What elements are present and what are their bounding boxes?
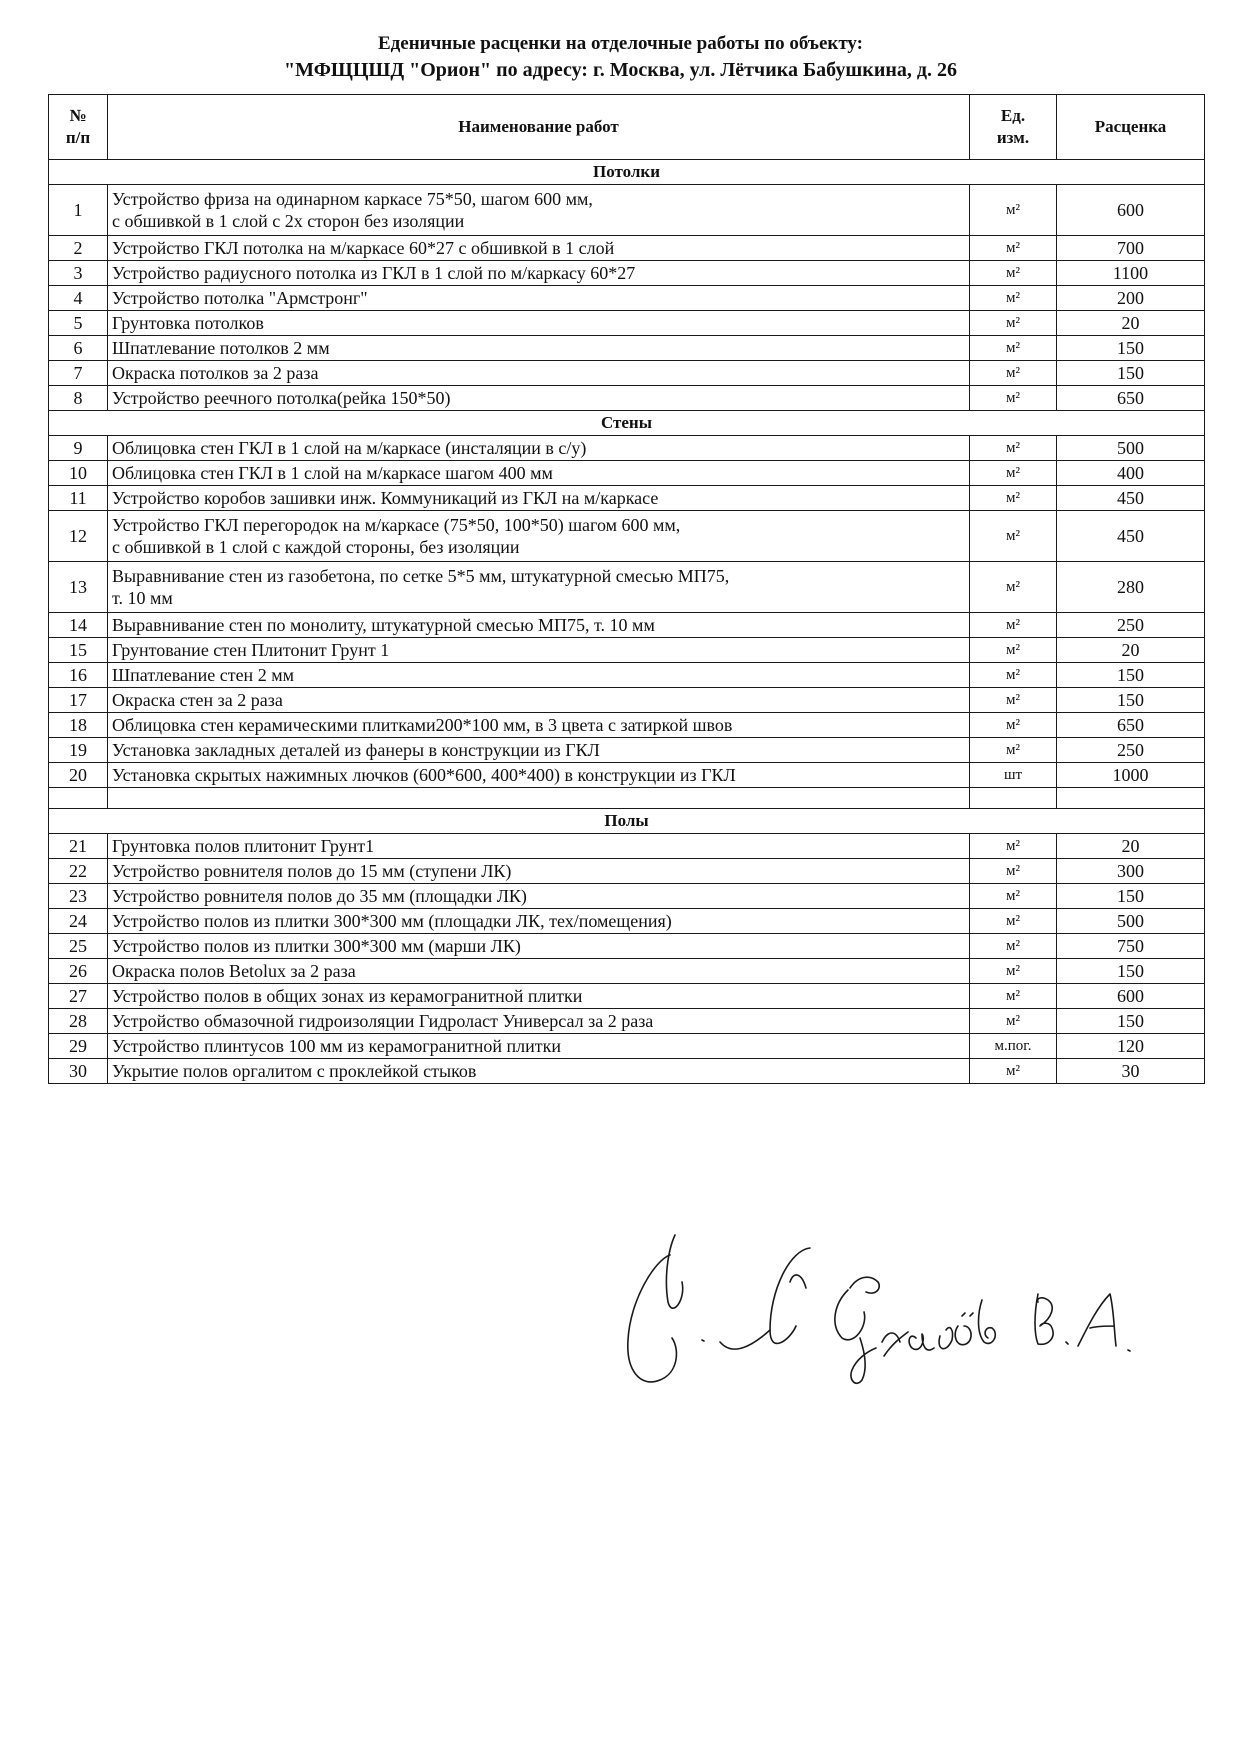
row-number: 2 <box>49 236 108 261</box>
unit: м² <box>970 336 1057 361</box>
header-number-line1: № <box>69 106 87 125</box>
table-row <box>49 834 1205 859</box>
row-number: 19 <box>49 738 108 763</box>
work-name <box>108 1009 970 1034</box>
price: 500 <box>1057 436 1205 461</box>
price: 250 <box>1057 613 1205 638</box>
price: 600 <box>1057 984 1205 1009</box>
work-name-line2: с обшивкой в 1 слой с 2х сторон без изоляции <box>112 211 465 231</box>
price: 280 <box>1057 562 1205 613</box>
work-name-line1: Облицовка стен керамическими плитками200*100 мм, в 3 цвета с затиркой швов <box>112 715 733 735</box>
price: 250 <box>1057 738 1205 763</box>
price: 750 <box>1057 934 1205 959</box>
work-name-line1: Выравнивание стен из газобетона, по сетке 5*5 мм, штукатурной смесью МП75, <box>112 566 730 586</box>
work-name <box>108 909 970 934</box>
work-name-line1: Устройство полов из плитки 300*300 мм (площадки ЛК, тех/помещения) <box>112 911 672 931</box>
table-row <box>49 884 1205 909</box>
work-name-line1: Окраска потолков за 2 раза <box>112 363 319 383</box>
price: 120 <box>1057 1034 1205 1059</box>
unit: м² <box>970 511 1057 562</box>
header-unit <box>970 95 1057 160</box>
work-name-line1: Шпатлевание потолков 2 мм <box>112 338 330 358</box>
unit: м² <box>970 959 1057 984</box>
table-row <box>49 562 1205 613</box>
price: 20 <box>1057 834 1205 859</box>
work-name <box>108 738 970 763</box>
work-name-line1: Окраска стен за 2 раза <box>112 690 283 710</box>
table-row <box>49 185 1205 236</box>
row-number: 29 <box>49 1034 108 1059</box>
row-number: 7 <box>49 361 108 386</box>
price: 650 <box>1057 713 1205 738</box>
work-name-line1: Устройство плинтусов 100 мм из керамогранитной плитки <box>112 1036 561 1056</box>
row-number: 17 <box>49 688 108 713</box>
section-title: Стены <box>49 411 1205 436</box>
section-title: Полы <box>49 809 1205 834</box>
work-name <box>108 236 970 261</box>
work-name <box>108 834 970 859</box>
rates-table <box>48 94 1205 1084</box>
row-number: 11 <box>49 486 108 511</box>
work-name-line1: Устройство коробов зашивки инж. Коммуникаций из ГКЛ на м/каркасе <box>112 488 659 508</box>
table-row <box>49 461 1205 486</box>
empty-row <box>49 788 1205 809</box>
work-name <box>108 663 970 688</box>
work-name <box>108 261 970 286</box>
work-name <box>108 311 970 336</box>
header-unit-line2: изм. <box>996 128 1030 147</box>
work-name-line1: Устройство фриза на одинарном каркасе 75*50, шагом 600 мм, <box>112 189 593 209</box>
row-number: 28 <box>49 1009 108 1034</box>
unit: м² <box>970 461 1057 486</box>
row-number: 13 <box>49 562 108 613</box>
price: 150 <box>1057 361 1205 386</box>
row-number: 30 <box>49 1059 108 1084</box>
row-number: 27 <box>49 984 108 1009</box>
row-number: 6 <box>49 336 108 361</box>
work-name <box>108 1059 970 1084</box>
unit: м² <box>970 311 1057 336</box>
unit: м² <box>970 613 1057 638</box>
row-number: 23 <box>49 884 108 909</box>
work-name <box>108 763 970 788</box>
table-row <box>49 486 1205 511</box>
work-name-line1: Устройство реечного потолка(рейка 150*50) <box>112 388 451 408</box>
price: 400 <box>1057 461 1205 486</box>
table-row <box>49 311 1205 336</box>
price: 20 <box>1057 638 1205 663</box>
row-number: 21 <box>49 834 108 859</box>
work-name-line1: Устройство полов в общих зонах из керамогранитной плитки <box>112 986 583 1006</box>
work-name-line1: Устройство радиусного потолка из ГКЛ в 1 слой по м/каркасу 60*27 <box>112 263 636 283</box>
row-number: 8 <box>49 386 108 411</box>
table-row <box>49 361 1205 386</box>
table-row <box>49 1059 1205 1084</box>
signature <box>620 1230 1210 1420</box>
unit: м² <box>970 688 1057 713</box>
work-name <box>108 562 970 613</box>
table-row <box>49 688 1205 713</box>
work-name-line1: Выравнивание стен по монолиту, штукатурной смесью МП75, т. 10 мм <box>112 615 655 635</box>
row-number: 20 <box>49 763 108 788</box>
work-name <box>108 1034 970 1059</box>
unit: м² <box>970 185 1057 236</box>
rates-body <box>49 160 1205 1084</box>
unit: м² <box>970 909 1057 934</box>
section-title: Потолки <box>49 160 1205 185</box>
document-title <box>0 30 1241 84</box>
header-name: Наименование работ <box>108 95 970 160</box>
work-name-line1: Установка закладных деталей из фанеры в конструкции из ГКЛ <box>112 740 600 760</box>
table-row <box>49 984 1205 1009</box>
unit: м² <box>970 361 1057 386</box>
unit: м² <box>970 1059 1057 1084</box>
price: 700 <box>1057 236 1205 261</box>
work-name <box>108 336 970 361</box>
price: 20 <box>1057 311 1205 336</box>
unit: м² <box>970 1009 1057 1034</box>
unit: м² <box>970 486 1057 511</box>
row-number: 24 <box>49 909 108 934</box>
work-name-line1: Грунтовка потолков <box>112 313 264 333</box>
header-number-line2: п/п <box>65 128 91 147</box>
work-name <box>108 436 970 461</box>
unit: м² <box>970 663 1057 688</box>
price: 30 <box>1057 1059 1205 1084</box>
work-name-line1: Устройство ровнителя полов до 15 мм (ступени ЛК) <box>112 861 512 881</box>
table-row <box>49 859 1205 884</box>
table-row <box>49 613 1205 638</box>
unit: м² <box>970 834 1057 859</box>
table-row <box>49 1034 1205 1059</box>
section-header-row <box>49 160 1205 185</box>
work-name-line2: т. 10 мм <box>112 588 173 608</box>
price: 450 <box>1057 511 1205 562</box>
row-number: 10 <box>49 461 108 486</box>
work-name <box>108 613 970 638</box>
row-number: 3 <box>49 261 108 286</box>
table-row <box>49 261 1205 286</box>
unit: м² <box>970 638 1057 663</box>
unit: м² <box>970 859 1057 884</box>
price: 1000 <box>1057 763 1205 788</box>
unit: м.пог. <box>970 1034 1057 1059</box>
work-name <box>108 286 970 311</box>
work-name <box>108 486 970 511</box>
table-row <box>49 909 1205 934</box>
row-number: 5 <box>49 311 108 336</box>
work-name <box>108 713 970 738</box>
price: 1100 <box>1057 261 1205 286</box>
work-name <box>108 859 970 884</box>
work-name <box>108 386 970 411</box>
table-row <box>49 336 1205 361</box>
title-line-1: Еденичные расценки на отделочные работы по объекту: <box>377 33 863 54</box>
row-number: 16 <box>49 663 108 688</box>
table-row <box>49 638 1205 663</box>
header-price: Расценка <box>1057 95 1205 160</box>
table-row <box>49 713 1205 738</box>
unit: м² <box>970 386 1057 411</box>
work-name-line1: Шпатлевание стен 2 мм <box>112 665 294 685</box>
work-name <box>108 511 970 562</box>
row-number: 22 <box>49 859 108 884</box>
unit: м² <box>970 562 1057 613</box>
price: 650 <box>1057 386 1205 411</box>
row-number: 26 <box>49 959 108 984</box>
table-row <box>49 286 1205 311</box>
table-row <box>49 511 1205 562</box>
section-header-row <box>49 809 1205 834</box>
unit: м² <box>970 934 1057 959</box>
price: 300 <box>1057 859 1205 884</box>
work-name-line1: Устройство потолка "Армстронг" <box>112 288 368 308</box>
table-row <box>49 1009 1205 1034</box>
table-row <box>49 236 1205 261</box>
work-name <box>108 461 970 486</box>
row-number: 18 <box>49 713 108 738</box>
work-name-line1: Окраска полов Betolux за 2 раза <box>112 961 356 981</box>
table-row <box>49 386 1205 411</box>
table-row <box>49 436 1205 461</box>
work-name <box>108 884 970 909</box>
table-header-row <box>49 95 1205 160</box>
table-row <box>49 934 1205 959</box>
row-number: 9 <box>49 436 108 461</box>
row-number: 1 <box>49 185 108 236</box>
unit: м² <box>970 984 1057 1009</box>
work-name <box>108 959 970 984</box>
table-row <box>49 738 1205 763</box>
row-number: 14 <box>49 613 108 638</box>
unit: шт <box>970 763 1057 788</box>
work-name-line1: Грунтование стен Плитонит Грунт 1 <box>112 640 390 660</box>
header-unit-line1: Ед. <box>1000 106 1026 125</box>
unit: м² <box>970 738 1057 763</box>
row-number: 12 <box>49 511 108 562</box>
work-name-line2: с обшивкой в 1 слой с каждой стороны, без изоляции <box>112 537 520 557</box>
price: 150 <box>1057 884 1205 909</box>
unit: м² <box>970 713 1057 738</box>
price: 150 <box>1057 959 1205 984</box>
price: 200 <box>1057 286 1205 311</box>
work-name <box>108 185 970 236</box>
work-name <box>108 638 970 663</box>
section-header-row <box>49 411 1205 436</box>
unit: м² <box>970 884 1057 909</box>
price: 150 <box>1057 1009 1205 1034</box>
price: 600 <box>1057 185 1205 236</box>
work-name-line1: Укрытие полов оргалитом с проклейкой стыков <box>112 1061 477 1081</box>
header-number <box>49 95 108 160</box>
work-name <box>108 688 970 713</box>
unit: м² <box>970 286 1057 311</box>
work-name-line1: Устройство обмазочной гидроизоляции Гидроласт Универсал за 2 раза <box>112 1011 654 1031</box>
empty-cell <box>1057 788 1205 809</box>
empty-cell <box>49 788 108 809</box>
row-number: 4 <box>49 286 108 311</box>
price: 150 <box>1057 336 1205 361</box>
table-row <box>49 663 1205 688</box>
work-name-line1: Устройство полов из плитки 300*300 мм (марши ЛК) <box>112 936 521 956</box>
table-row <box>49 763 1205 788</box>
unit: м² <box>970 236 1057 261</box>
unit: м² <box>970 261 1057 286</box>
signature-image <box>620 1230 1210 1420</box>
empty-cell <box>108 788 970 809</box>
work-name <box>108 934 970 959</box>
price: 150 <box>1057 663 1205 688</box>
work-name-line1: Устройство ровнителя полов до 35 мм (площадки ЛК) <box>112 886 527 906</box>
row-number: 15 <box>49 638 108 663</box>
signature-strokes <box>628 1235 1130 1383</box>
work-name-line1: Грунтовка полов плитонит Грунт1 <box>112 836 375 856</box>
empty-cell <box>970 788 1057 809</box>
price: 500 <box>1057 909 1205 934</box>
work-name-line1: Облицовка стен ГКЛ в 1 слой на м/каркасе (инсталяции в с/у) <box>112 438 587 458</box>
unit: м² <box>970 436 1057 461</box>
row-number: 25 <box>49 934 108 959</box>
price: 450 <box>1057 486 1205 511</box>
work-name-line1: Установка скрытых нажимных лючков (600*600, 400*400) в конструкции из ГКЛ <box>112 765 736 785</box>
title-line-2: "МФЩЦШД "Орион" по адресу: г. Москва, ул. Лётчика Бабушкина, д. 26 <box>284 59 957 81</box>
work-name-line1: Устройство ГКЛ перегородок на м/каркасе (75*50, 100*50) шагом 600 мм, <box>112 515 681 535</box>
work-name <box>108 361 970 386</box>
table-row <box>49 959 1205 984</box>
work-name <box>108 984 970 1009</box>
price: 150 <box>1057 688 1205 713</box>
work-name-line1: Устройство ГКЛ потолка на м/каркасе 60*27 с обшивкой в 1 слой <box>112 238 615 258</box>
work-name-line1: Облицовка стен ГКЛ в 1 слой на м/каркасе шагом 400 мм <box>112 463 553 483</box>
